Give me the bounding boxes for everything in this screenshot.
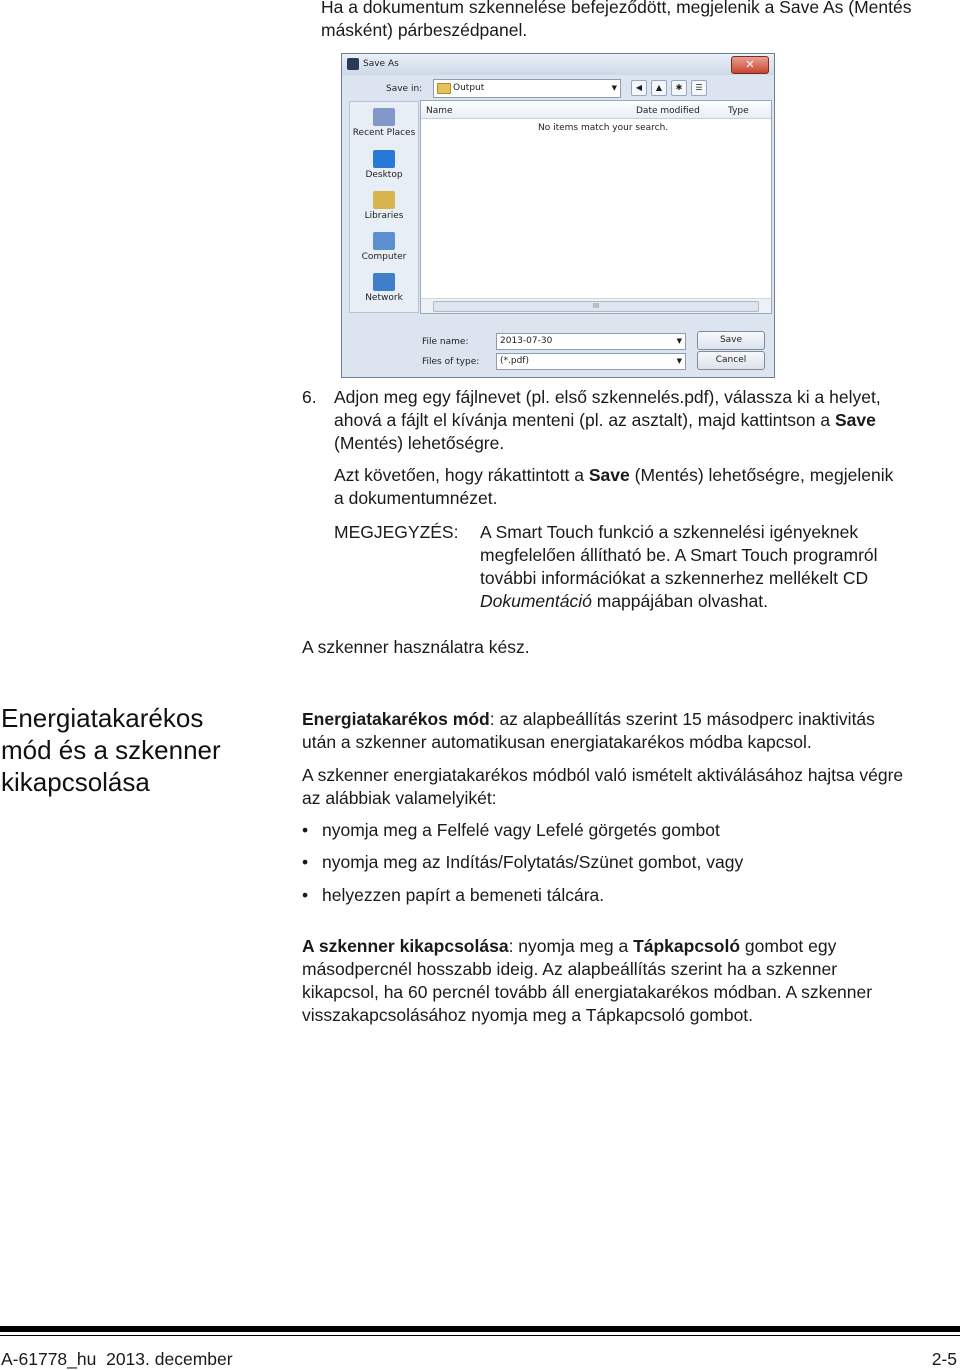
power-off-text-b: gombot egy bbox=[740, 936, 837, 956]
bullet: • bbox=[302, 885, 309, 905]
file-list-header bbox=[421, 101, 771, 119]
dokumentacio-term: Dokumentáció bbox=[480, 591, 592, 611]
place-label: Computer bbox=[361, 252, 407, 262]
note-label: MEGJEGYZÉS: bbox=[334, 522, 459, 542]
note-text bbox=[480, 521, 878, 613]
save-term: Save bbox=[834, 410, 876, 430]
files-of-type-label: Files of type: bbox=[422, 357, 480, 367]
save-in-value: Output bbox=[453, 83, 485, 93]
heading-line-3: kikapcsolása bbox=[1, 767, 150, 797]
scrollbar-thumb[interactable]: III bbox=[433, 301, 759, 312]
power-saving-term: Energiatakarékos mód bbox=[302, 709, 490, 729]
power-off-term: A szkenner kikapcsolása bbox=[302, 936, 509, 956]
empty-message: No items match your search. bbox=[538, 123, 669, 133]
wake-paragraph bbox=[302, 764, 903, 810]
dialog-titlebar bbox=[342, 54, 774, 75]
place-libraries[interactable] bbox=[350, 191, 418, 221]
column-date-modified[interactable]: Date modified bbox=[636, 106, 700, 116]
footer-left: A-61778_hu 2013. december bbox=[1, 1349, 233, 1369]
cancel-button[interactable]: Cancel bbox=[697, 351, 765, 370]
power-saving-paragraph bbox=[302, 708, 875, 754]
bullet: • bbox=[302, 820, 309, 840]
desktop-icon bbox=[373, 150, 395, 168]
horizontal-scrollbar[interactable] bbox=[421, 298, 771, 313]
dialog-toolbar bbox=[631, 80, 711, 96]
save-in-dropdown[interactable] bbox=[433, 79, 621, 98]
column-name[interactable]: Name bbox=[426, 106, 453, 116]
folder-icon bbox=[437, 83, 451, 94]
page-number: 2-5 bbox=[931, 1349, 957, 1369]
recent-places-icon bbox=[373, 108, 395, 126]
file-list[interactable] bbox=[420, 100, 772, 314]
step-6-result bbox=[334, 464, 893, 510]
power-off-line-3: kikapcsol, ha 60 percnél tovább áll energiatakarékos módban. A szkenner bbox=[302, 982, 873, 1002]
place-label: Network bbox=[365, 293, 403, 303]
network-icon bbox=[373, 273, 395, 291]
result-text-a: Azt követően, hogy rákattintott a bbox=[334, 465, 589, 485]
result-line-2: a dokumentumnézet. bbox=[334, 488, 498, 508]
file-name-label: File name: bbox=[422, 337, 469, 347]
up-folder-icon[interactable]: ▲ bbox=[651, 80, 667, 96]
place-label: Recent Places bbox=[352, 128, 416, 138]
wake-line-1: A szkenner energiatakarékos módból való ismételt aktiválásához hajtsa végre bbox=[302, 765, 904, 785]
file-type-select[interactable] bbox=[496, 353, 686, 370]
intro-line-2: másként) párbeszédpanel. bbox=[321, 20, 528, 40]
power-saving-line-2: után a szkenner automatikusan energiatakarékos módba kapcsol. bbox=[302, 732, 812, 752]
chevron-down-icon: ▼ bbox=[676, 337, 682, 345]
power-off-line-4: visszakapcsolásához nyomja meg a Tápkapcsoló gombot. bbox=[302, 1005, 754, 1025]
note-line-1: A Smart Touch funkció a szkennelési igényeknek bbox=[480, 522, 859, 542]
place-recent-places[interactable] bbox=[350, 108, 418, 138]
column-type[interactable]: Type bbox=[728, 106, 749, 116]
file-type-value: (*.pdf) bbox=[500, 356, 529, 366]
note-line-4 bbox=[480, 590, 878, 613]
place-network[interactable] bbox=[350, 273, 418, 303]
chevron-down-icon: ▼ bbox=[611, 84, 617, 92]
place-label: Libraries bbox=[364, 211, 404, 221]
dialog-title: Save As bbox=[363, 59, 399, 69]
heading-line-2: mód és a szkenner bbox=[1, 735, 221, 765]
chevron-down-icon: ▼ bbox=[676, 357, 682, 365]
note-line-2: megfelelően állítható be. A Smart Touch programról bbox=[480, 545, 878, 565]
list-item-text: helyezzen papírt a bemeneti tálcára. bbox=[322, 885, 605, 905]
place-computer[interactable] bbox=[350, 232, 418, 262]
place-label: Desktop bbox=[365, 170, 403, 180]
step-number: 6. bbox=[302, 387, 317, 407]
step-6-line-3: (Mentés) lehetőségre. bbox=[334, 433, 505, 453]
power-off-text-a: : nyomja meg a bbox=[508, 936, 634, 956]
back-icon[interactable]: ◀ bbox=[631, 80, 647, 96]
place-desktop[interactable] bbox=[350, 150, 418, 180]
save-in-label: Save in: bbox=[386, 84, 423, 94]
heading-line-1: Energiatakarékos bbox=[1, 703, 204, 733]
footer-rule-thick bbox=[0, 1326, 960, 1332]
section-heading bbox=[1, 702, 221, 798]
power-switch-term: Tápkapcsoló bbox=[633, 936, 741, 956]
power-saving-text: : az alapbeállítás szerint 15 másodperc inaktivitás bbox=[489, 709, 875, 729]
file-name-value: 2013-07-30 bbox=[500, 336, 553, 346]
step-6-text bbox=[334, 386, 881, 455]
file-name-field[interactable] bbox=[496, 333, 686, 350]
intro-line-1: Ha a dokumentum szkennelése befejeződött, megjelenik a Save As (Mentés bbox=[321, 0, 912, 17]
ready-text: A szkenner használatra kész. bbox=[302, 637, 530, 657]
step-6-line-2 bbox=[334, 409, 881, 432]
view-menu-icon[interactable]: ☰ bbox=[691, 80, 707, 96]
save-as-dialog bbox=[341, 53, 775, 378]
wake-line-2: az alábbiak valamelyikét: bbox=[302, 788, 497, 808]
list-item-text: nyomja meg az Indítás/Folytatás/Szünet gombot, vagy bbox=[322, 852, 744, 872]
computer-icon bbox=[373, 232, 395, 250]
result-text-b: (Mentés) lehetőségre, megjelenik bbox=[629, 465, 894, 485]
close-button[interactable]: ✕ bbox=[731, 56, 769, 74]
footer-rule-thin bbox=[0, 1335, 960, 1336]
save-term: Save bbox=[588, 465, 630, 485]
step-6-line-2-text: ahová a fájlt el kívánja menteni (pl. az asztalt), majd kattintson a bbox=[334, 410, 835, 430]
note-line-4-rest: mappájában olvashat. bbox=[591, 591, 768, 611]
save-button[interactable]: Save bbox=[697, 331, 765, 350]
step-6-line-1: Adjon meg egy fájlnevet (pl. első szkennelés.pdf), válassza ki a helyet, bbox=[334, 387, 881, 407]
power-off-paragraph bbox=[302, 935, 872, 1027]
places-bar bbox=[349, 101, 419, 313]
bullet: • bbox=[302, 852, 309, 872]
libraries-icon bbox=[373, 191, 395, 209]
note-line-3: további információkat a szkennerhez mellékelt CD bbox=[480, 568, 869, 588]
list-item-text: nyomja meg a Felfelé vagy Lefelé görgetés gombot bbox=[322, 820, 720, 840]
new-folder-icon[interactable]: ✱ bbox=[671, 80, 687, 96]
power-off-line-2: másodpercnél hosszabb ideig. Az alapbeállítás szerint ha a szkenner bbox=[302, 959, 838, 979]
intro-text bbox=[321, 0, 911, 42]
app-icon bbox=[347, 58, 359, 70]
